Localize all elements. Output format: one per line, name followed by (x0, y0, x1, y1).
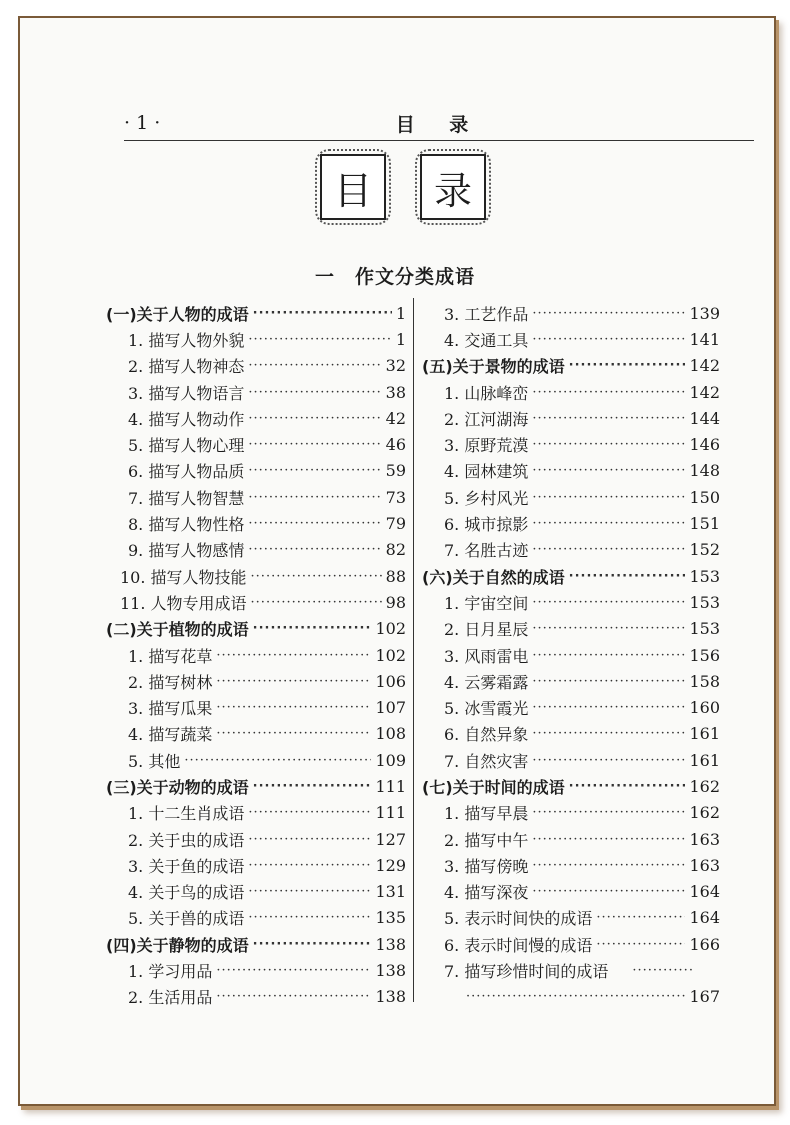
toc-group-entry[interactable] (422, 563, 720, 589)
toc-entry-label: 10. 描写人物技能 (120, 567, 247, 587)
toc-group-entry[interactable] (422, 773, 720, 799)
toc-entry-label: 2. 生活用品 (128, 988, 213, 1008)
toc-entry[interactable] (106, 747, 406, 773)
toc-entry-label: (四)关于静物的成语 (106, 935, 249, 955)
toc-entry-label: 1. 山脉峰峦 (444, 383, 529, 403)
toc-entry[interactable] (106, 510, 406, 536)
toc-leader-dots (248, 490, 381, 505)
toc-leader-dots (253, 306, 392, 321)
toc-leader-dots (532, 516, 685, 531)
toc-entry-label: 3. 原野荒漠 (444, 436, 529, 456)
toc-entry-page: 153 (689, 566, 720, 586)
toc-leader-dots (253, 621, 372, 636)
header-title: 目 录 (395, 114, 483, 136)
toc-entry-page: 1 (395, 303, 406, 323)
toc-entry[interactable] (422, 747, 720, 773)
toc-entry[interactable] (422, 826, 720, 852)
toc-leader-dots (569, 358, 686, 373)
toc-entry-label: 6. 描写人物品质 (128, 462, 245, 482)
toc-entry-page: 111 (375, 803, 406, 823)
toc-entry[interactable] (422, 589, 720, 615)
contents-title (320, 154, 490, 226)
toc-entry[interactable] (422, 537, 720, 563)
toc-leader-dots (251, 595, 382, 610)
toc-entry[interactable] (422, 931, 720, 957)
toc-leader-dots (248, 385, 381, 400)
toc-left-column (106, 300, 406, 1010)
toc-leader-dots (216, 648, 371, 663)
toc-entry-label: 3. 描写傍晚 (444, 856, 529, 876)
toc-entry-label: 5. 其他 (128, 751, 181, 771)
toc-leader-dots (596, 910, 685, 925)
toc-entry-label: 1. 描写人物外貌 (128, 330, 245, 350)
toc-leader-dots (248, 437, 381, 452)
title-char-1: 目 (320, 154, 386, 220)
toc-leader-dots (532, 858, 685, 873)
toc-entry[interactable] (106, 563, 406, 589)
section-title: 一 作文分类成语 (314, 266, 475, 288)
toc-group-entry[interactable] (422, 353, 720, 379)
toc-entry[interactable] (106, 589, 406, 615)
toc-entry-label: 1. 描写花草 (128, 646, 213, 666)
toc-entry[interactable] (106, 694, 406, 720)
toc-entry[interactable] (106, 405, 406, 431)
toc-entry[interactable] (422, 484, 720, 510)
toc-entry-label: 7. 名胜古迹 (444, 541, 529, 561)
toc-leader-dots (216, 963, 371, 978)
toc-entry[interactable] (422, 721, 720, 747)
toc-entry-page: 161 (689, 750, 720, 770)
toc-leader-dots (248, 542, 381, 557)
toc-entry-page: 109 (375, 750, 406, 770)
toc-right-column (422, 300, 720, 1010)
toc-leader-dots (532, 385, 685, 400)
toc-leader-dots (532, 884, 685, 899)
column-divider (413, 298, 414, 1002)
toc-entry-page: 108 (375, 724, 406, 744)
toc-entry-page: 135 (375, 908, 406, 928)
toc-entry-label: 7. 自然灾害 (444, 751, 529, 771)
toc-entry-page: 102 (375, 645, 406, 665)
toc-entry-label: 1. 宇宙空间 (444, 593, 529, 613)
toc-entry-page: 46 (385, 435, 406, 455)
toc-entry[interactable] (422, 879, 720, 905)
toc-entry-label: (五)关于景物的成语 (422, 357, 565, 377)
toc-entry-label: 4. 园林建筑 (444, 462, 529, 482)
toc-entry[interactable] (106, 458, 406, 484)
toc-leader-dots (184, 753, 371, 768)
toc-leader-dots (248, 910, 371, 925)
toc-entry-page: 158 (689, 671, 720, 691)
toc-entry-page: 102 (375, 619, 406, 639)
toc-entry-label: (一)关于人物的成语 (106, 304, 249, 324)
toc-leader-dots (248, 463, 381, 478)
toc-entry-page: 166 (689, 934, 720, 954)
toc-entry[interactable] (106, 852, 406, 878)
toc-entry-page: 151 (689, 514, 720, 534)
toc-entry-page: 162 (689, 803, 720, 823)
toc-entry-label: 2. 江河湖海 (444, 409, 529, 429)
toc-entry-page: 42 (385, 408, 406, 428)
toc-entry-page: 162 (689, 776, 720, 796)
toc-leader-dots (532, 700, 685, 715)
toc-entry[interactable] (106, 668, 406, 694)
toc-leader-dots (532, 490, 685, 505)
toc-entry-page: 163 (689, 855, 720, 875)
toc-leader-dots (532, 437, 685, 452)
toc-entry-label: 4. 交通工具 (444, 330, 529, 350)
toc-entry-page: 141 (689, 329, 720, 349)
toc-leader-dots (248, 358, 381, 373)
toc-entry-label: 3. 风雨雷电 (444, 646, 529, 666)
toc-entry[interactable] (422, 852, 720, 878)
toc-leader-dots (596, 937, 685, 952)
toc-entry-page: 164 (689, 882, 720, 902)
toc-entry-page: 153 (689, 619, 720, 639)
toc-leader-dots (532, 805, 685, 820)
toc-entry-label: 3. 描写人物语言 (128, 383, 245, 403)
toc-leader-dots (632, 963, 692, 978)
toc-leader-dots (532, 542, 685, 557)
toc-entry-label: 6. 表示时间慢的成语 (444, 935, 593, 955)
toc-entry-page: 73 (385, 487, 406, 507)
toc-entry[interactable] (106, 484, 406, 510)
toc-entry-label: 9. 描写人物感情 (128, 541, 245, 561)
toc-entry-page: 167 (689, 987, 720, 1007)
toc-leader-dots (248, 516, 381, 531)
toc-leader-dots (251, 569, 382, 584)
toc-entry[interactable] (422, 431, 720, 457)
toc-entry-label: 5. 乡村风光 (444, 488, 529, 508)
toc-entry[interactable] (106, 379, 406, 405)
toc-entry-page: 144 (689, 408, 720, 428)
toc-entry-page: 79 (385, 514, 406, 534)
toc-entry-page: 1 (395, 329, 406, 349)
toc-entry-page: 138 (375, 961, 406, 981)
running-header (124, 110, 754, 141)
toc-entry-label: (七)关于时间的成语 (422, 777, 565, 797)
toc-leader-dots (532, 832, 685, 847)
toc-group-entry[interactable] (106, 300, 406, 326)
toc-entry-label: 4. 关于鸟的成语 (128, 883, 245, 903)
toc-entry-page: 138 (375, 987, 406, 1007)
toc-group-entry[interactable] (106, 931, 406, 957)
toc-entry-page: 111 (375, 776, 406, 796)
toc-entry-label: 2. 日月星辰 (444, 620, 529, 640)
toc-entry-page: 106 (375, 671, 406, 691)
toc-entry[interactable] (106, 879, 406, 905)
toc-entry[interactable] (422, 905, 720, 931)
toc-leader-dots (216, 674, 371, 689)
toc-entry[interactable] (106, 642, 406, 668)
toc-leader-dots (532, 332, 685, 347)
toc-entry-label: 3. 描写瓜果 (128, 699, 213, 719)
toc-entry[interactable] (106, 957, 406, 983)
toc-leader-dots (532, 753, 685, 768)
toc-entry-page: 107 (375, 698, 406, 718)
toc-entry[interactable] (422, 984, 720, 1010)
toc-entry-page: 139 (689, 303, 720, 323)
toc-leader-dots (532, 726, 685, 741)
toc-leader-dots (253, 937, 372, 952)
toc-entry-label: 4. 描写深夜 (444, 883, 529, 903)
toc-leader-dots (532, 306, 685, 321)
toc-entry[interactable] (106, 537, 406, 563)
toc-entry[interactable] (422, 800, 720, 826)
toc-entry-label: 5. 冰雪霞光 (444, 699, 529, 719)
toc-leader-dots (532, 595, 685, 610)
toc-leader-dots (216, 726, 371, 741)
toc-entry[interactable] (422, 510, 720, 536)
toc-entry[interactable] (422, 616, 720, 642)
toc-entry-page: 127 (375, 829, 406, 849)
toc-entry-page: 146 (689, 435, 720, 455)
toc-entry-label: 1. 描写早晨 (444, 804, 529, 824)
toc-leader-dots (248, 411, 381, 426)
toc-leader-dots (532, 648, 685, 663)
toc-entry[interactable] (106, 905, 406, 931)
toc-entry-page: 150 (689, 487, 720, 507)
toc-entry-page: 129 (375, 855, 406, 875)
toc-entry-page: 148 (689, 461, 720, 481)
toc-entry-page: 138 (375, 934, 406, 954)
toc-entry[interactable] (106, 800, 406, 826)
toc-leader-dots (569, 779, 686, 794)
toc-entry[interactable] (422, 668, 720, 694)
toc-leader-dots (248, 332, 391, 347)
toc-entry-page: 152 (689, 540, 720, 560)
toc-entry[interactable] (106, 353, 406, 379)
toc-leader-dots (532, 463, 685, 478)
toc-entry-label: 2. 描写中午 (444, 830, 529, 850)
toc-entry-label: 5. 关于兽的成语 (128, 909, 245, 929)
toc-leader-dots (532, 621, 685, 636)
toc-leader-dots (248, 884, 371, 899)
toc-entry-page: 153 (689, 592, 720, 612)
toc-entry[interactable] (106, 984, 406, 1010)
toc-entry-label: 5. 描写人物心理 (128, 436, 245, 456)
toc-entry-page: 82 (385, 540, 406, 560)
toc-entry-label: 6. 城市掠影 (444, 515, 529, 535)
toc-entry-label: 2. 关于虫的成语 (128, 830, 245, 850)
toc-group-entry[interactable] (106, 616, 406, 642)
toc-entry-label: 3. 工艺作品 (444, 304, 529, 324)
toc-entry[interactable] (106, 431, 406, 457)
toc-entry[interactable] (422, 326, 720, 352)
toc-entry-page: 131 (375, 882, 406, 902)
toc-entry-label: 4. 描写蔬菜 (128, 725, 213, 745)
toc-entry-label: 1. 学习用品 (128, 962, 213, 982)
toc-entry[interactable] (106, 326, 406, 352)
toc-entry-page: 98 (385, 592, 406, 612)
toc-entry[interactable] (422, 405, 720, 431)
toc-entry-page: 164 (689, 908, 720, 928)
toc-entry-page: 156 (689, 645, 720, 665)
header-page-number: · 1 · (124, 112, 161, 134)
toc-entry-page: 38 (385, 382, 406, 402)
toc-entry[interactable] (422, 642, 720, 668)
toc-entry-label: (二)关于植物的成语 (106, 620, 249, 640)
title-char-2: 录 (420, 154, 486, 220)
toc-leader-dots (253, 779, 372, 794)
toc-entry-label: 7. 描写珍惜时间的成语 (444, 962, 609, 982)
toc-group-entry[interactable] (106, 773, 406, 799)
toc-entry-label: (三)关于动物的成语 (106, 777, 249, 797)
toc-entry[interactable] (422, 957, 720, 983)
toc-entry[interactable] (422, 379, 720, 405)
toc-leader-dots (532, 674, 685, 689)
toc-entry-label: 5. 表示时间快的成语 (444, 909, 593, 929)
toc-entry-label: 7. 描写人物智慧 (128, 488, 245, 508)
toc-entry-label: (六)关于自然的成语 (422, 567, 565, 587)
toc-leader-dots (569, 569, 686, 584)
toc-leader-dots (216, 989, 371, 1004)
toc-entry-label: 1. 十二生肖成语 (128, 804, 245, 824)
toc-entry-page: 32 (385, 356, 406, 376)
toc-entry-page: 142 (689, 382, 720, 402)
toc-entry-page: 142 (689, 356, 720, 376)
toc-leader-dots (248, 832, 371, 847)
toc-entry-label: 6. 自然异象 (444, 725, 529, 745)
toc-entry-label: 2. 描写树林 (128, 672, 213, 692)
toc-entry-page: 161 (689, 724, 720, 744)
toc-leader-dots (248, 805, 371, 820)
toc-entry-label: 4. 云雾霜露 (444, 672, 529, 692)
toc-entry-label: 2. 描写人物神态 (128, 357, 245, 377)
toc-entry-label: 3. 关于鱼的成语 (128, 856, 245, 876)
toc-entry-page: 59 (385, 461, 406, 481)
toc-entry-label: 8. 描写人物性格 (128, 515, 245, 535)
toc-entry-label: 11. 人物专用成语 (120, 593, 247, 613)
toc-entry-page: 163 (689, 829, 720, 849)
toc-leader-dots (216, 700, 371, 715)
toc-entry-page: 88 (385, 566, 406, 586)
toc-leader-dots (466, 989, 685, 1004)
toc-entry-page: 160 (689, 698, 720, 718)
toc-leader-dots (532, 411, 685, 426)
toc-entry[interactable] (422, 458, 720, 484)
toc-entry[interactable] (422, 300, 720, 326)
toc-leader-dots (248, 858, 371, 873)
toc-entry[interactable] (106, 721, 406, 747)
toc-entry[interactable] (106, 826, 406, 852)
toc-entry[interactable] (422, 694, 720, 720)
toc-entry-label: 4. 描写人物动作 (128, 409, 245, 429)
